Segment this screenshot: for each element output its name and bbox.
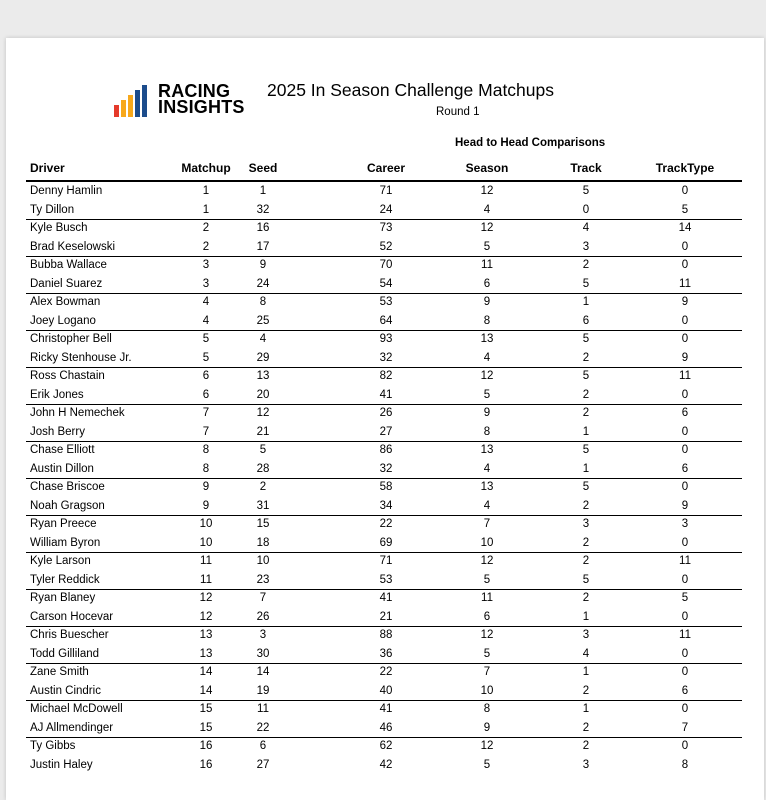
- cell-seed: 26: [256, 610, 270, 623]
- cell-tracktype: 0: [681, 740, 689, 752]
- cell-career: 26: [379, 407, 393, 419]
- cell-season: 10: [480, 684, 494, 697]
- cell-seed: 32: [256, 203, 270, 216]
- cell-career: 42: [379, 758, 393, 771]
- cell-driver: Brad Keselowski: [30, 240, 116, 253]
- cell-tracktype: 11: [679, 555, 691, 567]
- cell-career: 46: [379, 721, 393, 734]
- cell-tracktype: 7: [681, 721, 689, 734]
- cell-tracktype: 14: [678, 222, 692, 234]
- cell-career: 70: [379, 259, 393, 271]
- cell-season: 4: [483, 462, 491, 475]
- cell-career: 88: [379, 629, 393, 641]
- matchup-divider: [26, 552, 742, 553]
- cell-tracktype: 0: [681, 481, 689, 493]
- cell-tracktype: 0: [681, 666, 689, 678]
- cell-track: 4: [582, 222, 590, 234]
- cell-career: 53: [379, 296, 393, 308]
- cell-track: 5: [582, 481, 590, 493]
- cell-driver: Todd Gilliland: [30, 647, 100, 660]
- cell-career: 22: [379, 666, 393, 678]
- cell-seed: 14: [256, 666, 270, 678]
- cell-season: 6: [483, 277, 491, 290]
- page-subtitle: Round 1: [436, 106, 480, 118]
- cell-seed: 13: [256, 370, 270, 382]
- cell-tracktype: 9: [681, 499, 689, 512]
- cell-season: 7: [483, 518, 491, 530]
- cell-career: 93: [379, 333, 393, 345]
- cell-seed: 30: [256, 647, 270, 660]
- cell-track: 5: [582, 573, 590, 586]
- cell-season: 12: [480, 370, 494, 382]
- cell-tracktype: 11: [679, 370, 691, 382]
- cell-driver: Justin Haley: [30, 758, 93, 771]
- cell-matchup: 1: [202, 185, 210, 197]
- cell-driver: Erik Jones: [30, 388, 84, 401]
- cell-matchup: 10: [199, 536, 213, 549]
- cell-driver: Ryan Preece: [30, 518, 97, 530]
- cell-driver: Noah Gragson: [30, 499, 105, 512]
- cell-matchup: 7: [202, 407, 210, 419]
- cell-career: 41: [379, 703, 393, 715]
- cell-track: 5: [582, 185, 590, 197]
- cell-driver: Joey Logano: [30, 314, 96, 327]
- cell-track: 0: [582, 203, 590, 216]
- cell-season: 4: [483, 203, 491, 216]
- logo-bar: [121, 100, 126, 117]
- cell-matchup: 15: [199, 703, 213, 715]
- cell-season: 7: [483, 666, 491, 678]
- cell-season: 12: [480, 555, 494, 567]
- column-header-career: Career: [366, 161, 406, 175]
- cell-seed: 22: [256, 721, 270, 734]
- cell-seed: 9: [259, 259, 267, 271]
- cell-matchup: 7: [202, 425, 210, 438]
- cell-seed: 21: [256, 425, 270, 438]
- cell-driver: Austin Dillon: [30, 462, 94, 475]
- cell-career: 40: [379, 684, 393, 697]
- matchup-divider: [26, 478, 742, 479]
- cell-driver: Ty Dillon: [30, 203, 75, 216]
- cell-driver: Daniel Suarez: [30, 277, 103, 290]
- cell-matchup: 8: [202, 462, 210, 475]
- cell-matchup: 16: [199, 758, 213, 771]
- cell-track: 2: [582, 740, 590, 752]
- cell-seed: 23: [256, 573, 270, 586]
- cell-matchup: 11: [200, 573, 212, 586]
- cell-driver: Ryan Blaney: [30, 592, 96, 604]
- cell-matchup: 13: [199, 629, 213, 641]
- cell-track: 1: [582, 666, 590, 678]
- cell-career: 82: [379, 370, 393, 382]
- cell-matchup: 2: [202, 240, 210, 253]
- cell-driver: Ty Gibbs: [30, 740, 76, 752]
- cell-driver: Austin Cindric: [30, 684, 101, 697]
- logo-bar: [135, 90, 140, 117]
- logo-bar: [114, 105, 119, 117]
- cell-seed: 12: [256, 407, 270, 419]
- matchup-divider: [26, 256, 742, 257]
- cell-seed: 8: [259, 296, 267, 308]
- racing-insights-logo: [114, 83, 244, 117]
- cell-seed: 28: [256, 462, 270, 475]
- cell-seed: 16: [256, 222, 270, 234]
- cell-seed: 6: [259, 740, 267, 752]
- cell-driver: Ricky Stenhouse Jr.: [30, 351, 132, 364]
- cell-seed: 24: [256, 277, 270, 290]
- matchup-divider: [26, 515, 742, 516]
- cell-tracktype: 6: [681, 462, 689, 475]
- cell-matchup: 4: [202, 296, 210, 308]
- cell-track: 1: [582, 610, 590, 623]
- cell-career: 32: [379, 351, 393, 364]
- cell-driver: Kyle Larson: [30, 555, 91, 567]
- cell-seed: 10: [256, 555, 270, 567]
- cell-track: 5: [582, 333, 590, 345]
- cell-seed: 19: [256, 684, 270, 697]
- cell-matchup: 12: [199, 592, 213, 604]
- cell-seed: 2: [259, 481, 267, 493]
- cell-seed: 27: [256, 758, 270, 771]
- logo-bar: [142, 85, 147, 117]
- cell-driver: Michael McDowell: [30, 703, 123, 715]
- cell-season: 5: [483, 758, 491, 771]
- cell-season: 13: [480, 481, 494, 493]
- logo-line-2: INSIGHTS: [158, 97, 245, 117]
- matchup-divider: [26, 589, 742, 590]
- cell-driver: Chase Elliott: [30, 444, 95, 456]
- cell-career: 34: [379, 499, 393, 512]
- cell-tracktype: 6: [681, 407, 689, 419]
- column-header-season: Season: [465, 161, 509, 175]
- logo-bar: [128, 95, 133, 117]
- cell-career: 41: [379, 388, 393, 401]
- cell-tracktype: 0: [681, 647, 689, 660]
- cell-career: 53: [379, 573, 393, 586]
- cell-career: 73: [379, 222, 393, 234]
- matchup-divider: [26, 293, 742, 294]
- cell-track: 3: [582, 240, 590, 253]
- cell-career: 86: [379, 444, 393, 456]
- cell-tracktype: 0: [681, 610, 689, 623]
- cell-matchup: 16: [199, 740, 213, 752]
- cell-driver: Josh Berry: [30, 425, 85, 438]
- cell-season: 4: [483, 351, 491, 364]
- cell-driver: Carson Hocevar: [30, 610, 114, 623]
- cell-seed: 29: [256, 351, 270, 364]
- matchup-divider: [26, 700, 742, 701]
- cell-matchup: 10: [199, 518, 213, 530]
- cell-matchup: 3: [202, 259, 210, 271]
- cell-driver: Chase Briscoe: [30, 481, 105, 493]
- cell-tracktype: 0: [681, 185, 689, 197]
- cell-matchup: 2: [202, 222, 210, 234]
- cell-career: 58: [379, 481, 393, 493]
- cell-matchup: 1: [202, 203, 210, 216]
- cell-driver: AJ Allmendinger: [30, 721, 114, 734]
- cell-season: 11: [481, 592, 493, 604]
- cell-season: 6: [483, 610, 491, 623]
- matchup-divider: [26, 663, 742, 664]
- cell-season: 5: [483, 240, 491, 253]
- cell-season: 12: [480, 185, 494, 197]
- column-header-driver: Driver: [30, 161, 65, 175]
- cell-track: 2: [582, 536, 590, 549]
- cell-matchup: 14: [199, 666, 213, 678]
- cell-career: 24: [379, 203, 393, 216]
- cell-season: 5: [483, 573, 491, 586]
- matchup-divider: [26, 626, 742, 627]
- cell-tracktype: 0: [681, 333, 689, 345]
- cell-career: 21: [379, 610, 393, 623]
- column-header-seed: Seed: [248, 161, 278, 175]
- cell-seed: 31: [256, 499, 270, 512]
- cell-driver: Alex Bowman: [30, 296, 101, 308]
- cell-driver: Bubba Wallace: [30, 259, 107, 271]
- cell-track: 2: [582, 388, 590, 401]
- cell-track: 2: [582, 499, 590, 512]
- matchup-divider: [26, 367, 742, 368]
- cell-season: 4: [483, 499, 491, 512]
- cell-matchup: 11: [200, 555, 212, 567]
- cell-matchup: 3: [202, 277, 210, 290]
- cell-matchup: 5: [202, 333, 210, 345]
- cell-career: 54: [379, 277, 393, 290]
- cell-matchup: 12: [199, 610, 213, 623]
- cell-track: 3: [582, 758, 590, 771]
- cell-career: 22: [379, 518, 393, 530]
- matchup-divider: [26, 441, 742, 442]
- cell-season: 8: [483, 703, 491, 715]
- cell-tracktype: 0: [681, 314, 689, 327]
- cell-track: 1: [582, 703, 590, 715]
- cell-tracktype: 0: [681, 703, 689, 715]
- cell-seed: 3: [259, 629, 267, 641]
- cell-driver: John H Nemechek: [30, 407, 125, 419]
- cell-track: 2: [582, 555, 590, 567]
- cell-season: 12: [480, 222, 494, 234]
- cell-seed: 20: [256, 388, 270, 401]
- cell-tracktype: 9: [681, 351, 689, 364]
- cell-seed: 11: [257, 703, 269, 715]
- cell-season: 12: [480, 740, 494, 752]
- cell-season: 13: [480, 333, 494, 345]
- cell-matchup: 4: [202, 314, 210, 327]
- cell-season: 10: [480, 536, 494, 549]
- cell-career: 71: [379, 185, 393, 197]
- cell-career: 62: [379, 740, 393, 752]
- cell-matchup: 15: [199, 721, 213, 734]
- cell-career: 64: [379, 314, 393, 327]
- cell-track: 4: [582, 647, 590, 660]
- cell-driver: Zane Smith: [30, 666, 89, 678]
- cell-track: 2: [582, 721, 590, 734]
- cell-tracktype: 0: [681, 425, 689, 438]
- cell-matchup: 5: [202, 351, 210, 364]
- cell-track: 2: [582, 592, 590, 604]
- cell-tracktype: 6: [681, 684, 689, 697]
- matchup-divider: [26, 404, 742, 405]
- cell-track: 5: [582, 370, 590, 382]
- cell-tracktype: 8: [681, 758, 689, 771]
- cell-seed: 15: [256, 518, 270, 530]
- matchup-divider: [26, 219, 742, 220]
- cell-seed: 7: [259, 592, 267, 604]
- cell-matchup: 8: [202, 444, 210, 456]
- cell-seed: 25: [256, 314, 270, 327]
- cell-track: 2: [582, 351, 590, 364]
- cell-driver: Denny Hamlin: [30, 185, 103, 197]
- cell-season: 8: [483, 314, 491, 327]
- cell-track: 2: [582, 684, 590, 697]
- cell-track: 1: [582, 296, 590, 308]
- cell-track: 2: [582, 407, 590, 419]
- matchup-divider: [26, 330, 742, 331]
- logo-line-1: RACING: [158, 81, 231, 101]
- cell-season: 12: [480, 629, 494, 641]
- cell-driver: Chris Buescher: [30, 629, 109, 641]
- cell-track: 5: [582, 277, 590, 290]
- cell-seed: 18: [256, 536, 270, 549]
- cell-matchup: 6: [202, 370, 210, 382]
- cell-tracktype: 0: [681, 388, 689, 401]
- cell-matchup: 9: [202, 499, 210, 512]
- cell-seed: 5: [259, 444, 267, 456]
- cell-career: 36: [379, 647, 393, 660]
- cell-driver: Kyle Busch: [30, 222, 88, 234]
- cell-career: 27: [379, 425, 393, 438]
- cell-track: 3: [582, 629, 590, 641]
- cell-matchup: 9: [202, 481, 210, 493]
- column-header-matchup: Matchup: [181, 161, 231, 175]
- cell-track: 3: [582, 518, 590, 530]
- cell-driver: Ross Chastain: [30, 370, 105, 382]
- cell-matchup: 6: [202, 388, 210, 401]
- cell-season: 5: [483, 647, 491, 660]
- cell-season: 8: [483, 425, 491, 438]
- cell-career: 32: [379, 462, 393, 475]
- cell-season: 5: [483, 388, 491, 401]
- cell-season: 9: [483, 296, 491, 308]
- cell-driver: Christopher Bell: [30, 333, 112, 345]
- cell-tracktype: 0: [681, 573, 689, 586]
- cell-tracktype: 0: [681, 240, 689, 253]
- cell-season: 9: [483, 407, 491, 419]
- cell-tracktype: 0: [681, 536, 689, 549]
- cell-season: 11: [481, 259, 493, 271]
- cell-track: 5: [582, 444, 590, 456]
- cell-track: 2: [582, 259, 590, 271]
- cell-tracktype: 3: [681, 518, 689, 530]
- page-title: 2025 In Season Challenge Matchups: [267, 80, 555, 100]
- cell-season: 9: [483, 721, 491, 734]
- cell-career: 52: [379, 240, 393, 253]
- cell-career: 69: [379, 536, 393, 549]
- cell-matchup: 14: [199, 684, 213, 697]
- cell-track: 1: [582, 462, 590, 475]
- header-divider: [26, 180, 742, 182]
- cell-season: 13: [480, 444, 494, 456]
- cell-driver: William Byron: [30, 536, 101, 549]
- cell-track: 6: [582, 314, 590, 327]
- cell-tracktype: 5: [681, 592, 689, 604]
- cell-career: 41: [379, 592, 393, 604]
- cell-tracktype: 5: [681, 203, 689, 216]
- cell-tracktype: 9: [681, 296, 689, 308]
- column-header-tracktype: TrackType: [655, 161, 715, 175]
- cell-tracktype: 0: [681, 444, 689, 456]
- cell-seed: 17: [256, 240, 270, 253]
- cell-track: 1: [582, 425, 590, 438]
- cell-seed: 4: [259, 333, 267, 345]
- column-header-track: Track: [570, 161, 602, 175]
- matchup-divider: [26, 737, 742, 738]
- cell-seed: 1: [259, 185, 267, 197]
- head-to-head-header: Head to Head Comparisons: [455, 137, 606, 149]
- cell-driver: Tyler Reddick: [30, 573, 100, 586]
- cell-career: 71: [379, 555, 393, 567]
- cell-tracktype: 0: [681, 259, 689, 271]
- cell-tracktype: 11: [679, 629, 691, 641]
- cell-matchup: 13: [199, 647, 213, 660]
- cell-tracktype: 11: [679, 277, 691, 290]
